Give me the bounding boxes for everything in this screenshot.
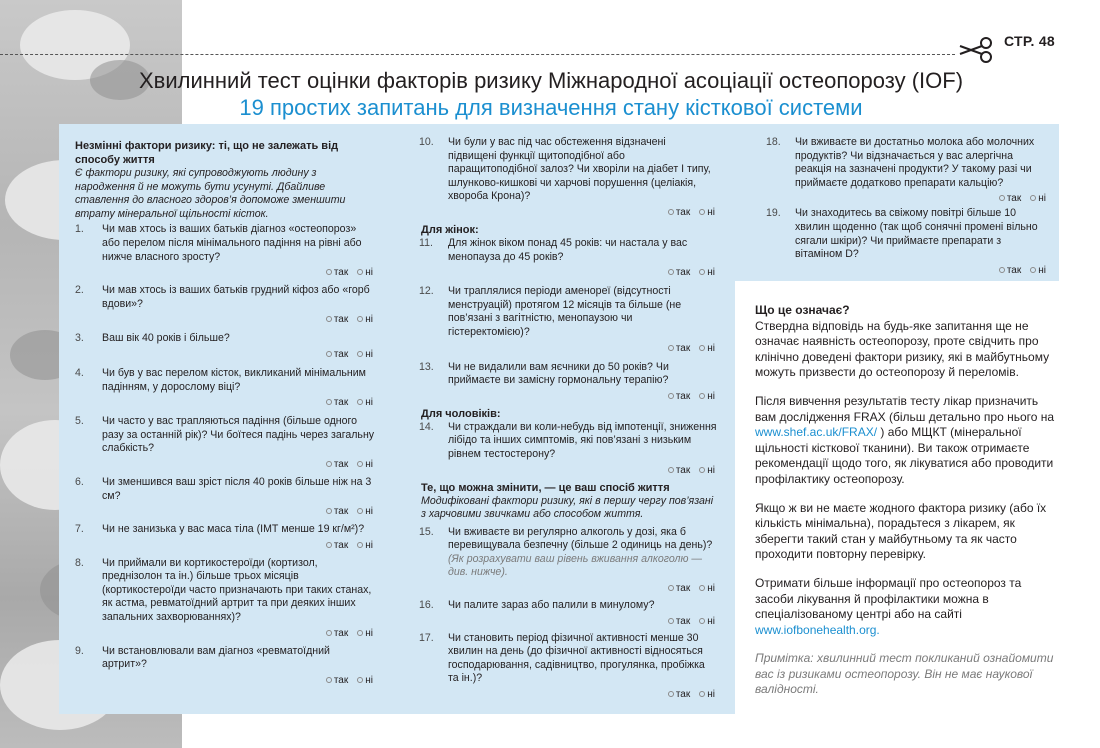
no-label: ні <box>365 506 373 518</box>
question-number: 15. <box>419 525 434 538</box>
radio-icon[interactable] <box>357 316 363 322</box>
radio-icon[interactable] <box>357 630 363 636</box>
scissors-icon <box>958 35 996 65</box>
yes-option[interactable] <box>999 193 1021 204</box>
section-heading-changeable: Те, що можна змінити, — це ваш спосіб життя <box>421 481 670 494</box>
question-text: Чи встановлювали вам діагноз «ревматоїдний артрит»? <box>102 644 330 671</box>
yes-label: так <box>333 539 349 551</box>
yes-label: так <box>1006 264 1022 276</box>
no-label: ні <box>1038 193 1046 205</box>
answer-options <box>102 459 375 471</box>
answer-options <box>795 265 1048 277</box>
radio-icon[interactable] <box>326 677 332 683</box>
radio-icon[interactable] <box>326 316 332 322</box>
no-label: ні <box>365 458 373 470</box>
question-number: 8. <box>75 556 84 569</box>
yes-option[interactable] <box>326 459 348 470</box>
no-label: ні <box>707 615 715 627</box>
answer-options <box>448 267 717 279</box>
radio-icon[interactable] <box>668 618 674 624</box>
answer-options <box>102 349 375 361</box>
no-option[interactable] <box>357 628 373 639</box>
no-label: ні <box>707 206 715 218</box>
yes-option[interactable] <box>668 616 690 627</box>
question-text: Чи часто у вас трапляються падіння (більше одного разу за останній рік)? Чи боїтеся падінь через загальну слабкість? <box>102 415 375 455</box>
yes-option[interactable] <box>326 506 348 517</box>
iof-link[interactable]: www.iofbonehealth.org. <box>755 622 880 637</box>
radio-icon[interactable] <box>699 618 705 624</box>
no-option[interactable] <box>357 314 373 325</box>
question-16 <box>421 599 717 628</box>
question-18 <box>768 136 1048 205</box>
section-heading: Незмінні фактори ризику: ті, що не залежать від способу життя <box>75 140 339 166</box>
meaning-paragraph-4 <box>755 576 1055 638</box>
no-option[interactable] <box>357 397 373 408</box>
paragraph-text: ) або МЩКТ (мінеральної щільності кісткової тканини). Ви також отримаєте рекомендації щодо того, як лікуватися або проводити профілактику остеопорозу. <box>755 425 1054 486</box>
answer-options <box>102 397 375 409</box>
yes-option[interactable] <box>668 465 690 476</box>
question-number: 13. <box>419 360 434 373</box>
no-option[interactable] <box>699 267 715 278</box>
yes-label: так <box>675 583 691 595</box>
answer-options <box>448 343 717 355</box>
question-number: 3. <box>75 332 84 345</box>
radio-icon[interactable] <box>668 467 674 473</box>
question-text: Чи мав хтось із ваших батьків діагноз «остеопороз» або перелом після мінімального падіння на рівні або нижче власного зросту? <box>102 223 362 263</box>
yes-option[interactable] <box>326 628 348 639</box>
no-label: ні <box>707 464 715 476</box>
yes-label: так <box>333 458 349 470</box>
question-number: 7. <box>75 523 84 536</box>
radio-icon[interactable] <box>999 195 1005 201</box>
question-11 <box>421 237 717 279</box>
question-12 <box>421 285 717 354</box>
section-heading-men: Для чоловіків: <box>421 407 501 420</box>
question-4 <box>75 367 375 409</box>
yes-label: так <box>675 267 691 279</box>
question-number: 19. <box>766 207 781 220</box>
yes-option[interactable] <box>326 540 348 551</box>
no-option[interactable] <box>357 349 373 360</box>
answer-options <box>102 506 375 518</box>
no-label: ні <box>365 627 373 639</box>
question-text: Чи становить період фізичної активності менше 30 хвилин на день (до фізичної активності відносяться господарювання, садівництво, прогулянка, пробіжка та ін.)? <box>448 631 705 685</box>
no-option[interactable] <box>357 267 373 278</box>
yes-option[interactable] <box>999 265 1021 276</box>
left-column <box>75 139 375 687</box>
question-text: Чи страждали ви коли-небудь від імпотенції, зниження лібідо та інших симптомів, які пов’язані з низьким рівнем тестостерону? <box>448 420 717 460</box>
question-text: Чи знаходитесь ва свіжому повітрі більше 10 хвилин щоденно (так щоб сонячні промені вільно сягали шкіри)? Чи приймаєте препарати з вітаміном D? <box>795 207 1038 261</box>
yes-label: так <box>675 206 691 218</box>
page-number: СТР. 48 <box>1004 33 1056 49</box>
question-hint: (Як розрахувати ваш рівень вживання алкоголю — див. нижче). <box>448 552 703 579</box>
radio-icon[interactable] <box>699 209 705 215</box>
yes-option[interactable] <box>326 675 348 686</box>
yes-option[interactable] <box>326 267 348 278</box>
answer-options <box>448 689 717 701</box>
question-10 <box>421 136 717 219</box>
middle-column <box>421 136 717 701</box>
no-option[interactable] <box>357 459 373 470</box>
yes-option[interactable] <box>668 583 690 594</box>
no-option[interactable] <box>699 465 715 476</box>
answer-options <box>102 314 375 326</box>
yes-label: так <box>675 689 691 701</box>
question-1 <box>75 223 375 279</box>
question-9 <box>75 645 375 687</box>
yes-option[interactable] <box>326 397 348 408</box>
answer-options <box>102 540 375 552</box>
question-number: 10. <box>419 136 434 148</box>
radio-icon[interactable] <box>668 393 674 399</box>
no-option[interactable] <box>699 343 715 354</box>
answer-options <box>448 583 717 595</box>
question-text: Чи були у вас під час обстеження відзначені підвищені функції щитоподібної або паращитоподібної залоз? Чи хворіли на діабет I типу, шлунково-кишкові чи харчові порушення (целіакія, хвороба Крона)? <box>448 136 711 203</box>
meaning-note: Примітка: хвилинний тест покликаний ознайомити вас із ризиками остеопорозу. Він не має наукової валідності. <box>755 651 1054 697</box>
question-text: Чи не занизька у вас маса тіла (ІМТ менше 19 кг/м²)? <box>102 523 365 536</box>
no-option[interactable] <box>357 506 373 517</box>
answer-options <box>102 628 375 640</box>
meaning-heading: Що це означає? <box>755 303 850 317</box>
question-number: 2. <box>75 284 84 297</box>
no-label: ні <box>365 348 373 360</box>
question-number: 14. <box>419 420 434 433</box>
question-text: Чи мав хтось із ваших батьків грудний кіфоз або «горб вдови»? <box>102 284 370 310</box>
radio-icon[interactable] <box>1030 195 1036 201</box>
yes-option[interactable] <box>668 391 690 402</box>
question-5 <box>75 415 375 471</box>
answer-options <box>448 207 717 219</box>
radio-icon[interactable] <box>668 269 674 275</box>
radio-icon[interactable] <box>326 399 332 405</box>
no-option[interactable] <box>699 391 715 402</box>
no-label: ні <box>365 397 373 409</box>
yes-option[interactable] <box>326 314 348 325</box>
radio-icon[interactable] <box>326 461 332 467</box>
answer-options <box>448 391 717 403</box>
question-13 <box>421 361 717 403</box>
yes-label: так <box>675 464 691 476</box>
radio-icon[interactable] <box>326 630 332 636</box>
section-intro: Є фактори ризику, які супроводжують людину з народження й не можуть бути усунуті. Дбайливе ставлення до власного здоров’я допоможе зменшити втрату мінеральної щільності кісток. <box>75 167 346 220</box>
radio-icon[interactable] <box>699 691 705 697</box>
radio-icon[interactable] <box>357 461 363 467</box>
radio-icon[interactable] <box>326 508 332 514</box>
page-title: Хвилинний тест оцінки факторів ризику Міжнародної асоціації остеопорозу (IOF) <box>138 68 964 93</box>
yes-option[interactable] <box>668 343 690 354</box>
question-text: Ваш вік 40 років і більше? <box>102 332 230 345</box>
question-number: 18. <box>766 136 781 148</box>
no-label: ні <box>365 674 373 686</box>
yes-label: так <box>333 314 349 326</box>
yes-option[interactable] <box>668 267 690 278</box>
question-number: 5. <box>75 415 84 428</box>
question-17 <box>421 632 717 701</box>
question-number: 1. <box>75 223 84 236</box>
no-label: ні <box>707 689 715 701</box>
question-text: Чи вживаєте ви достатньо молока або молочних продуктів? Чи відзначається у вас алергічна реакція на зазначені продукти? У такому разі чи приймаєте додатково препарати кальцію? <box>795 136 1035 189</box>
answer-options <box>448 616 717 628</box>
no-option[interactable] <box>699 583 715 594</box>
paragraph-text: Отримати більше інформації про остеопороз та засоби лікування й профілактики можна в спеціалізованому центрі або на сайті <box>755 575 1022 622</box>
yes-label: так <box>333 267 349 279</box>
radio-icon[interactable] <box>999 267 1005 273</box>
question-8 <box>75 557 375 640</box>
yes-label: так <box>1006 193 1022 205</box>
question-text: Чи палите зараз або палили в минулому? <box>448 599 655 612</box>
page-subtitle: 19 простих запитань для визначення стану кісткової системи <box>239 95 863 120</box>
meaning-paragraph-3: Якщо ж ви не маєте жодного фактора ризику (або їх кількість мінімальна), порадьтеся з лікарем, як зберегти такий стан у майбутньому та як часто проходити повторну перевірку. <box>755 500 1047 562</box>
question-number: 11. <box>419 236 433 249</box>
no-option[interactable] <box>1030 265 1046 276</box>
yes-option[interactable] <box>668 207 690 218</box>
question-text: Чи був у вас перелом кісток, викликаний мінімальним падінням, у дорослому віці? <box>102 366 366 393</box>
answer-options <box>102 675 375 687</box>
radio-icon[interactable] <box>357 269 363 275</box>
question-text: Для жінок віком понад 45 років: чи настала у вас менопауза до 45 років? <box>448 236 688 263</box>
radio-icon[interactable] <box>668 345 674 351</box>
radio-icon[interactable] <box>326 542 332 548</box>
question-text: Чи не видалили вам яєчники до 50 років? Чи приймаєте ви замісну гормональну терапію? <box>448 360 669 387</box>
yes-label: так <box>333 348 349 360</box>
yes-label: так <box>333 627 349 639</box>
yes-label: так <box>675 342 691 354</box>
question-19 <box>768 207 1048 276</box>
no-option[interactable] <box>357 675 373 686</box>
cut-line <box>0 54 955 55</box>
section-intro: Модифіковані фактори ризику, які в першу чергу пов’язані з харчовими звичками або способом життя. <box>421 494 714 521</box>
no-option[interactable] <box>699 689 715 700</box>
radio-icon[interactable] <box>357 542 363 548</box>
question-text: Чи траплялися періоди аменореї (відсутності менструацій) протягом 12 місяців та більше (не пов’язані з вагітністю, менопаузою чи гістеректомією)? <box>448 285 682 338</box>
question-number: 16. <box>419 599 434 612</box>
no-option[interactable] <box>357 540 373 551</box>
radio-icon[interactable] <box>699 467 705 473</box>
question-6 <box>75 476 375 518</box>
no-label: ні <box>365 267 373 279</box>
radio-icon[interactable] <box>699 585 705 591</box>
meaning-paragraph-2 <box>755 394 1055 488</box>
question-number: 9. <box>75 644 84 657</box>
question-2 <box>75 284 375 326</box>
answer-options <box>102 267 375 279</box>
question-15 <box>421 526 717 595</box>
question-3 <box>75 332 375 361</box>
paragraph-text: Після вивчення результатів тесту лікар призначить вам дослідження FRAX (більш детально про нього на <box>755 393 1055 424</box>
radio-icon[interactable] <box>357 508 363 514</box>
radio-icon[interactable] <box>357 351 363 357</box>
question-number: 17. <box>419 631 434 644</box>
meaning-paragraph-1: Ствердна відповідь на будь-яке запитання ще не означає наявність остеопорозу, проте свідчить про клінічно доведені фактори ризику, які в майбутньому можуть призвести до остеопорозу й переломів. <box>755 318 1050 380</box>
section-heading-women: Для жінок: <box>421 223 479 236</box>
yes-option[interactable] <box>668 689 690 700</box>
no-label: ні <box>707 267 715 279</box>
question-number: 6. <box>75 475 84 488</box>
radio-icon[interactable] <box>1030 267 1036 273</box>
question-7 <box>75 523 375 552</box>
radio-icon[interactable] <box>699 345 705 351</box>
no-label: ні <box>365 314 373 326</box>
radio-icon[interactable] <box>357 399 363 405</box>
question-number: 4. <box>75 366 84 379</box>
radio-icon[interactable] <box>326 351 332 357</box>
radio-icon[interactable] <box>699 393 705 399</box>
no-label: ні <box>707 583 715 595</box>
no-option[interactable] <box>1030 193 1046 204</box>
answer-options <box>795 193 1048 205</box>
answer-options <box>448 465 717 477</box>
question-14 <box>421 421 717 477</box>
question-number: 12. <box>419 285 434 298</box>
radio-icon[interactable] <box>326 269 332 275</box>
no-label: ні <box>365 539 373 551</box>
meaning-section <box>755 303 1055 711</box>
radio-icon[interactable] <box>668 691 674 697</box>
no-label: ні <box>707 390 715 402</box>
no-label: ні <box>1038 264 1046 276</box>
right-column <box>768 136 1048 277</box>
no-option[interactable] <box>699 616 715 627</box>
no-label: ні <box>707 342 715 354</box>
radio-icon[interactable] <box>699 269 705 275</box>
question-text: Чи приймали ви кортикостероїди (кортизол, преднізолон та ін.) більше трьох місяців (кортикостероїди часто призначають при таких станах, як астма, ревматоїдний артрит та при деяких інших запальних захворюваннях)? <box>102 556 372 624</box>
yes-label: так <box>675 615 691 627</box>
yes-label: так <box>333 674 349 686</box>
yes-label: так <box>333 397 349 409</box>
frax-link[interactable]: www.shef.ac.uk/FRAX/ <box>755 425 878 440</box>
radio-icon[interactable] <box>668 585 674 591</box>
yes-label: так <box>333 506 349 518</box>
yes-label: так <box>675 390 691 402</box>
question-text: Чи вживаєте ви регулярно алкоголь у дозі, яка б перевищувала безпечну (більше 2 одиниць на день)? <box>448 525 713 552</box>
yes-option[interactable] <box>326 349 348 360</box>
radio-icon[interactable] <box>357 677 363 683</box>
no-option[interactable] <box>699 207 715 218</box>
radio-icon[interactable] <box>668 209 674 215</box>
question-text: Чи зменшився ваш зріст після 40 років більше ніж на 3 см? <box>102 475 372 502</box>
